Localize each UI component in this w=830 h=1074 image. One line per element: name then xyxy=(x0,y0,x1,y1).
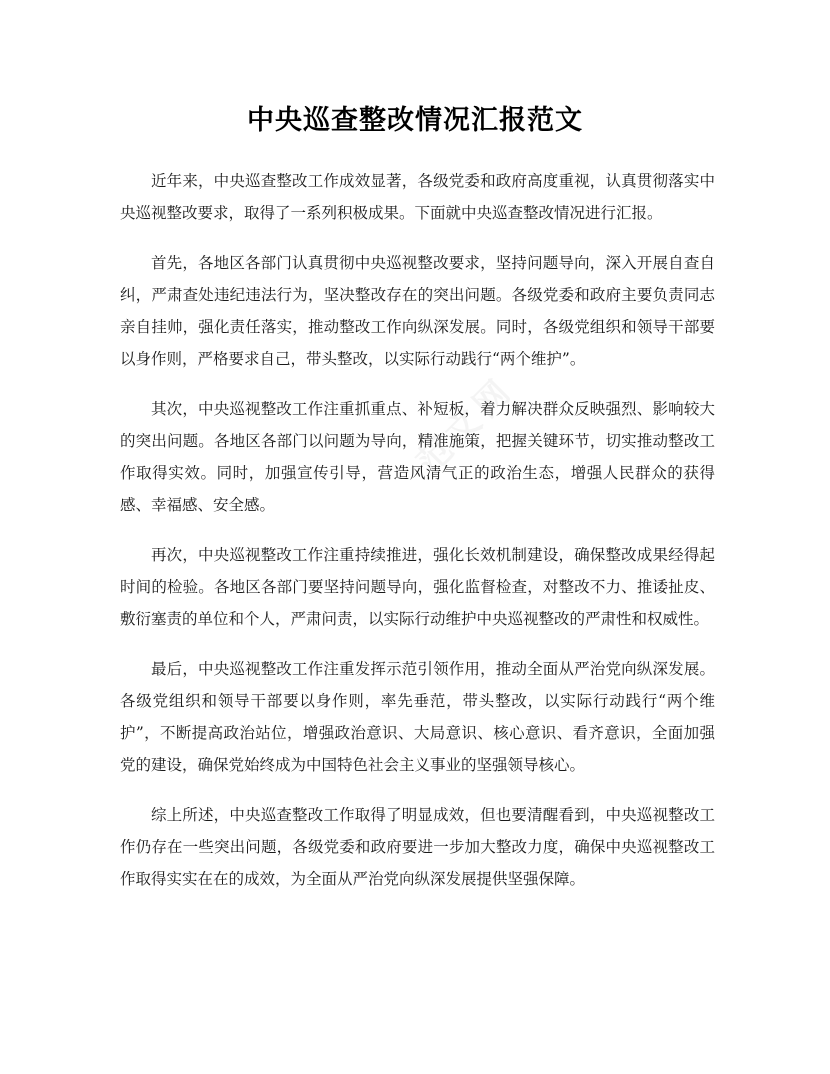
paragraph-first: 首先，各地区各部门认真贯彻中央巡视整改要求，坚持问题导向，深入开展自查自纠，严肃查处违纪违法行为，坚决整改存在的突出问题。各级党委和政府主要负责同志亲自挂帅，强化责任落实，推动整改工作向纵深发展。同时，各级党组织和领导干部要以身作则，严格要求自己，带头整改，以实际行动践行“两个维护”。 xyxy=(120,254,715,368)
paragraph-intro: 近年来，中央巡查整改工作成效显著，各级党委和政府高度重视，认真贯彻落实中央巡视整改要求，取得了一系列积极成果。下面就中央巡查整改情况进行汇报。 xyxy=(120,172,715,222)
document-body xyxy=(120,165,715,913)
paragraph-conclusion: 综上所述，中央巡查整改工作取得了明显成效，但也要清醒看到，中央巡视整改工作仍存在一些突出问题，各级党委和政府要进一步加大整改力度，确保中央巡视整改工作取得实实在在的成效，为全面从严治党向纵深发展提供坚强保障。 xyxy=(120,806,715,888)
paragraph-final: 最后，中央巡视整改工作注重发挥示范引领作用，推动全面从严治党向纵深发展。各级党组织和领导干部要以身作则，率先垂范，带头整改，以实际行动践行“两个维护”，不断提高政治站位，增强政治意识、大局意识、核心意识、看齐意识，全面加强党的建设，确保党始终成为中国特色社会主义事业的坚强领导核心。 xyxy=(120,660,715,774)
document-title: 中央巡查整改情况汇报范文 xyxy=(247,105,583,136)
paragraph-third: 再次，中央巡视整改工作注重持续推进，强化长效机制建设，确保整改成果经得起时间的检验。各地区各部门要坚持问题导向，强化监督检查，对整改不力、推诿扯皮、敷衍塞责的单位和个人，严肃问责，以实际行动维护中央巡视整改的严肃性和权威性。 xyxy=(120,546,715,628)
paragraph-second: 其次，中央巡视整改工作注重抓重点、补短板，着力解决群众反映强烈、影响较大的突出问题。各地区各部门以问题为导向，精准施策，把握关键环节，切实推动整改工作取得实效。同时，加强宣传引导，营造风清气正的政治生态，增强人民群众的获得感、幸福感、安全感。 xyxy=(120,400,715,514)
